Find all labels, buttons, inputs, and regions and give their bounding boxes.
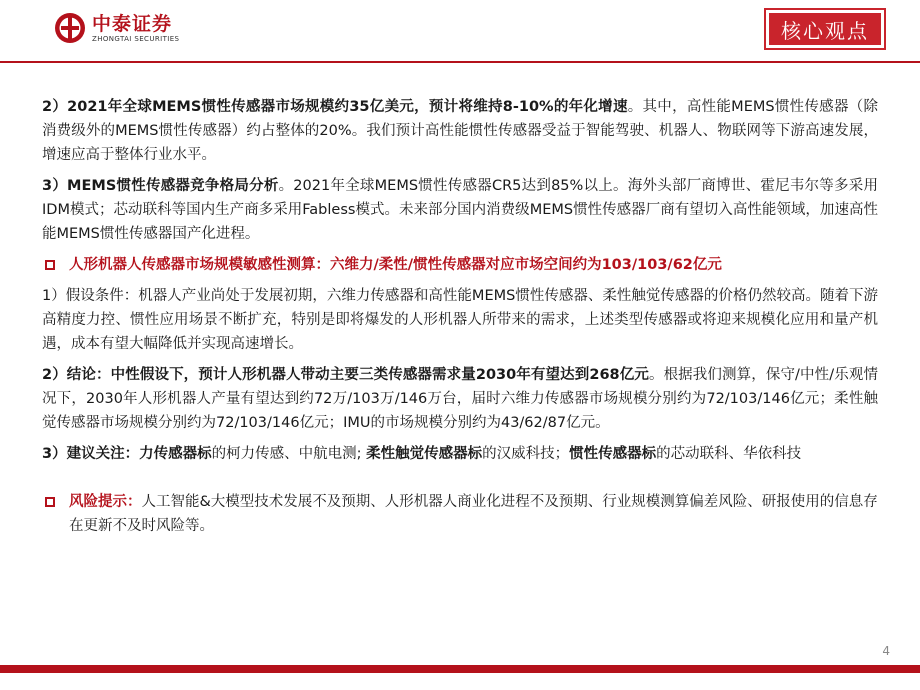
logo-name-cn: 中泰证券: [92, 12, 173, 35]
paragraph-conclusion: [42, 363, 878, 435]
square-bullet-icon: [45, 497, 55, 507]
risk-notice: [42, 490, 878, 538]
paragraph-market-size-highlight: 2）2021年全球MEMS惯性传感器市场规模约35亿美元，预计将维持8-10%的年化增速: [42, 99, 628, 115]
paragraph-competition: [42, 174, 878, 246]
logo-name-en: ZHONGTAI SECURITIES: [92, 34, 180, 43]
recommend-inertial-sensor: 惯性传感器标: [569, 446, 657, 462]
footer-bar: [0, 665, 920, 673]
company-logo: [54, 12, 179, 44]
section-title-box: [764, 8, 886, 50]
recommend-force-sensor: 力传感器标: [139, 446, 212, 462]
paragraph-market-size-text: 。其中，高性能MEMS惯性传感器（除消费级外的MEMS惯性传感器）约占整体的20%。我们预计高性能惯性传感器受益于智能驾驶、机器人、物联网等下游高速发展，增速应高于整体行业水平。: [42, 99, 878, 163]
recommend-tactile-sensor: 柔性触觉传感器标: [366, 446, 483, 462]
zhongtai-logo-icon: [54, 12, 86, 44]
paragraph-recommendations: [42, 442, 878, 466]
risk-notice-body: [69, 490, 878, 538]
paragraph-market-size: [42, 95, 878, 167]
recommend-tactile-sensor-companies: 的汉威科技；: [482, 446, 570, 462]
paragraph-assumptions: 1）假设条件：机器人产业尚处于发展初期，六维力传感器和高性能MEMS惯性传感器、柔性触觉传感器的价格仍然较高。随着下游高精度力控、惯性应用场景不断扩充，特别是即将爆发的人形机器人所带来的需求，上述类型传感器或将迎来规模化应用和量产机遇，成本有望大幅降低并实现高速增长。: [42, 288, 878, 352]
paragraph-conclusion-text: 。根据我们测算，保守/中性/乐观情况下，2030年人形机器人产量有望达到约72万/103万/146万台，届时六维力传感器市场规模分别约为72/103/146亿元；柔性触觉传感器市场规模分别约为72/103/146亿元；IMU的市场规模分别约为43/62/87亿元。: [42, 367, 878, 431]
paragraph-competition-highlight: 3）MEMS惯性传感器竞争格局分析: [42, 178, 279, 194]
risk-label: 风险提示：: [69, 494, 142, 510]
recommend-lead: 3）建议关注：: [42, 446, 140, 462]
bullet-sensitivity-heading: [42, 253, 878, 277]
sensitivity-heading-text: 人形机器人传感器市场规模敏感性测算：六维力/柔性/惯性传感器对应市场空间约为103/103/62亿元: [69, 257, 722, 273]
square-bullet-icon: [45, 260, 55, 270]
section-title: 核心观点: [769, 13, 881, 45]
slide-content: [42, 95, 878, 545]
recommend-inertial-sensor-companies: 的芯动联科、华依科技: [656, 446, 802, 462]
recommend-force-sensor-companies: 的柯力传感、中航电测;: [211, 446, 367, 462]
header-divider: [0, 61, 920, 63]
paragraph-competition-text: 。2021年全球MEMS惯性传感器CR5达到85%以上。海外头部厂商博世、霍尼韦尔等多采用IDM模式；芯动联科等国内生产商多采用Fabless模式。未来部分国内消费级MEMS惯性传感器厂商有望切入高性能领域，加速高性能MEMS惯性传感器国产化进程。: [42, 178, 878, 242]
page-number: 4: [882, 644, 890, 658]
risk-text: 人工智能&大模型技术发展不及预期、人形机器人商业化进程不及预期、行业规模测算偏差风险、研报使用的信息存在更新不及时风险等。: [69, 494, 878, 534]
paragraph-conclusion-highlight: 2）结论：中性假设下，预计人形机器人带动主要三类传感器需求量2030年有望达到268亿元: [42, 367, 649, 383]
